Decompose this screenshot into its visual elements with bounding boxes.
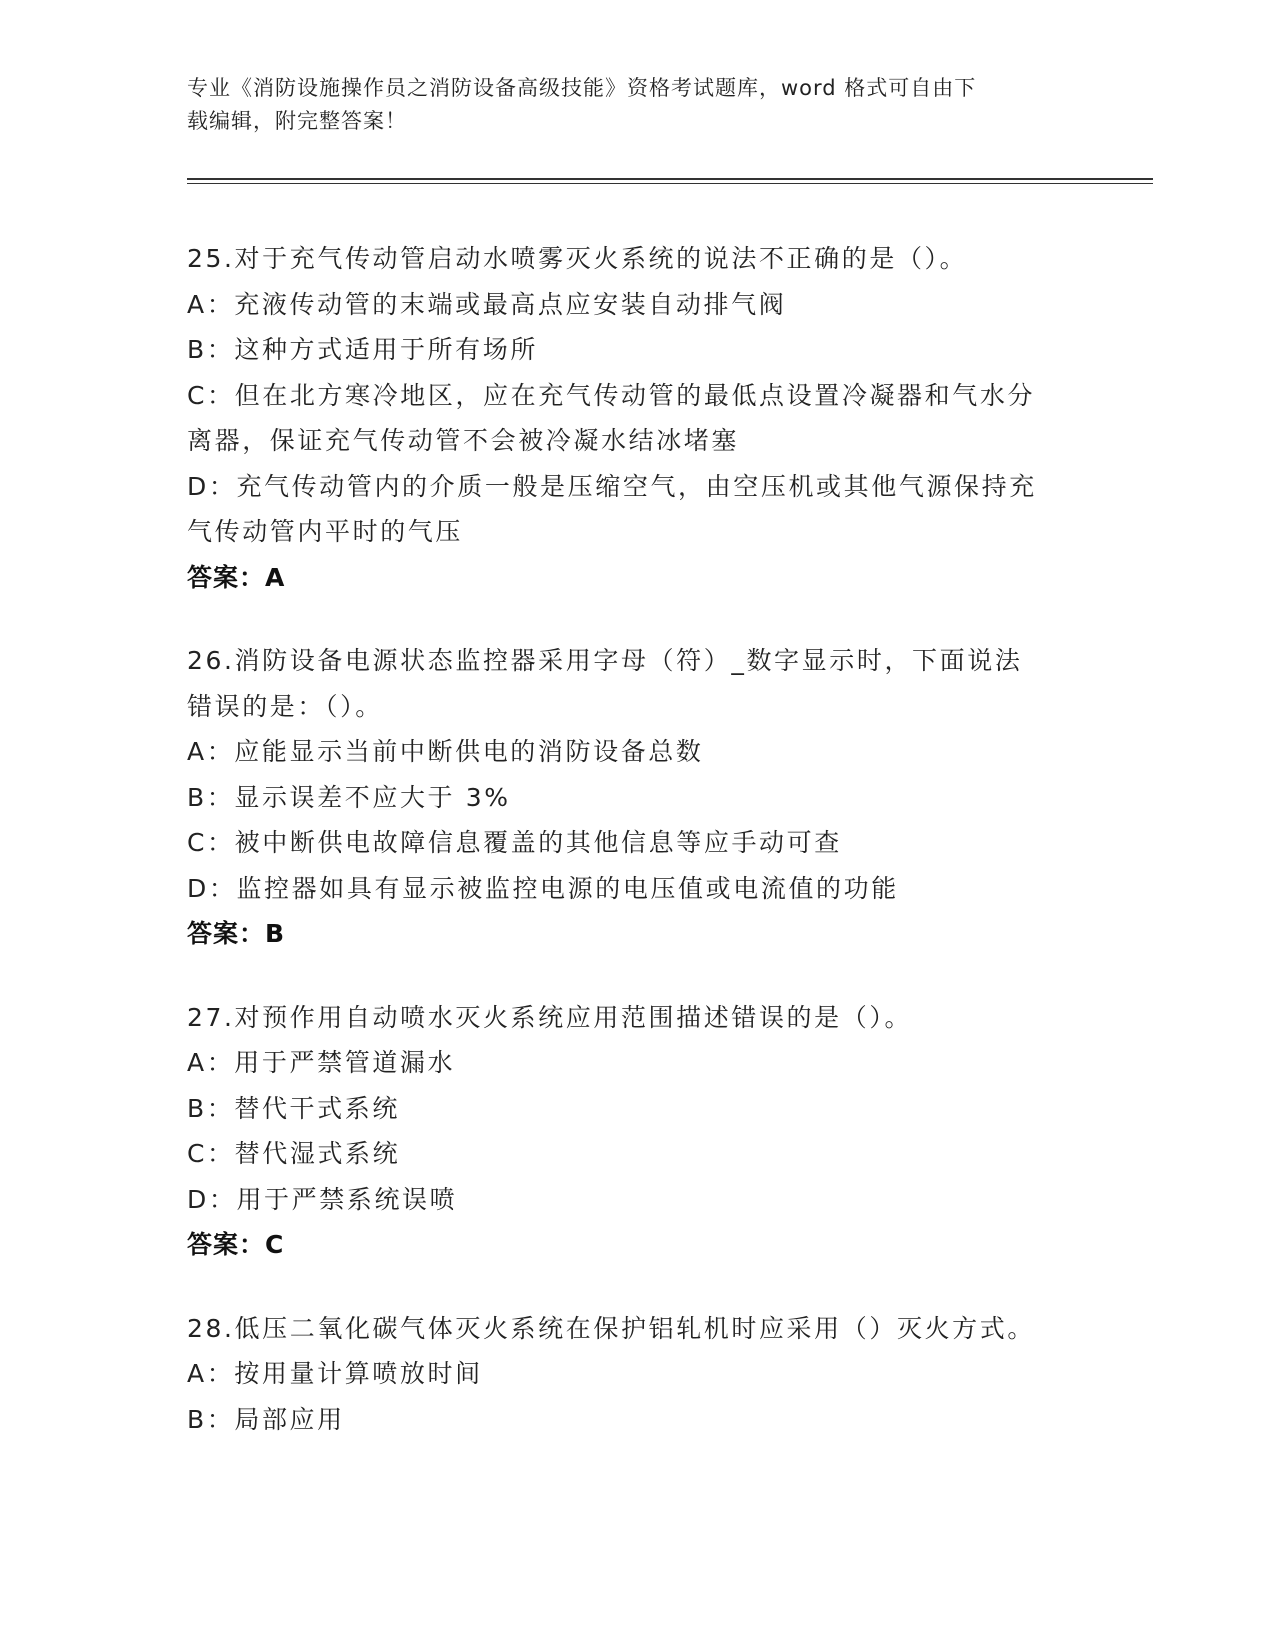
option-a: A：充液传动管的末端或最高点应安装自动排气阀 xyxy=(187,289,787,319)
option-d: D：充气传动管内的介质一般是压缩空气，由空压机或其他气源保持充 xyxy=(187,471,1037,501)
option-b: B：局部应用 xyxy=(187,1404,345,1434)
option-a: A：用于严禁管道漏水 xyxy=(187,1048,456,1077)
question-stem: 26.消防设备电源状态监控器采用字母（符）_数字显示时，下面说法 xyxy=(187,646,1023,675)
header-line-2: 载编辑，附完整答案！ xyxy=(187,109,407,133)
option-d: D：用于严禁系统误喷 xyxy=(187,1184,458,1214)
option-c: C：但在北方寒冷地区，应在充气传动管的最低点设置冷凝器和气水分 xyxy=(187,380,1036,410)
header-divider xyxy=(187,178,1153,180)
question-list xyxy=(187,236,1077,1480)
option-d-continued: 气传动管内平时的气压 xyxy=(187,517,464,546)
option-b: B：这种方式适用于所有场所 xyxy=(187,335,538,364)
question-stem: 25.对于充气传动管启动水喷雾灭火系统的说法不正确的是（）。 xyxy=(187,244,968,273)
question-27 xyxy=(187,995,1077,1268)
option-b: B：替代干式系统 xyxy=(187,1093,400,1123)
header-divider-thin xyxy=(187,183,1153,184)
option-c-continued: 离器，保证充气传动管不会被冷凝水结冰堵塞 xyxy=(187,426,740,455)
option-a: A：应能显示当前中断供电的消防设备总数 xyxy=(187,737,704,766)
option-b: B：显示误差不应大于 3% xyxy=(187,782,511,812)
question-25 xyxy=(187,236,1077,600)
option-c: C：被中断供电故障信息覆盖的其他信息等应手动可查 xyxy=(187,828,842,857)
question-stem: 28.低压二氧化碳气体灭火系统在保护铝轧机时应采用（）灭火方式。 xyxy=(187,1313,1035,1343)
answer-label: 答案：B xyxy=(187,919,286,948)
answer-label: 答案：A xyxy=(187,562,286,592)
option-a: A：按用量计算喷放时间 xyxy=(187,1359,483,1388)
question-28 xyxy=(187,1306,1077,1443)
header-line-1: 专业《消防设施操作员之消防设备高级技能》资格考试题库，word 格式可自由下 xyxy=(187,76,977,100)
question-26 xyxy=(187,638,1077,957)
answer-label: 答案：C xyxy=(187,1230,285,1259)
question-stem: 27.对预作用自动喷水灭火系统应用范围描述错误的是（）。 xyxy=(187,1002,913,1032)
question-stem-continued: 错误的是：（）。 xyxy=(187,691,383,721)
option-c: C：替代湿式系统 xyxy=(187,1139,401,1168)
option-d: D：监控器如具有显示被监控电源的电压值或电流值的功能 xyxy=(187,873,899,903)
document-header xyxy=(187,72,1067,138)
